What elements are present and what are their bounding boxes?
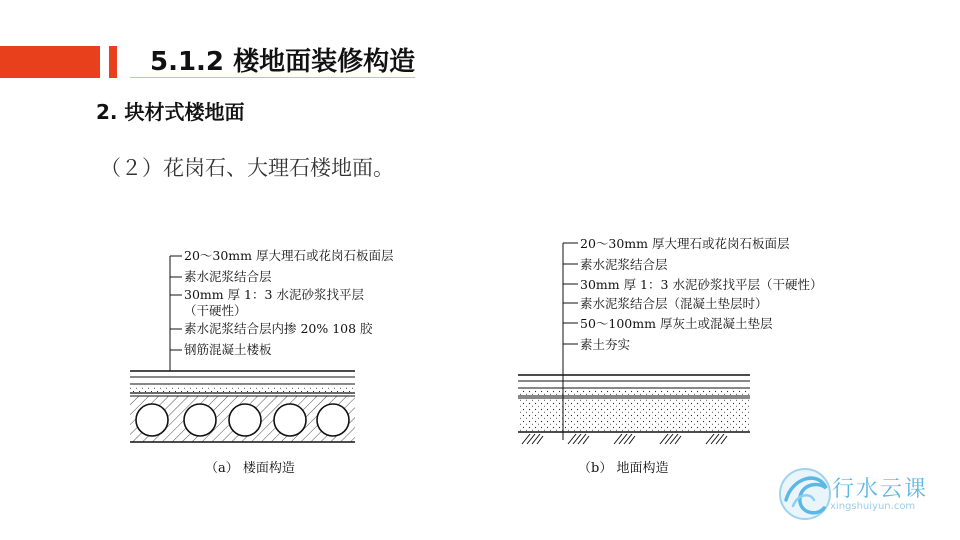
ground-section-b [518,243,750,444]
label-b-5: 50～100mm 厚灰土或混凝土垫层 [580,316,773,331]
label-a-2: 素水泥浆结合层 [184,269,272,284]
label-b-6: 素土夯实 [580,337,631,352]
label-b-4: 素水泥浆结合层（混凝土垫层时） [580,296,768,311]
page-title: 5.1.2 楼地面装修构造 [150,47,416,77]
label-b-2: 素水泥浆结合层 [580,257,668,272]
label-a-3: 30mm 厚 1：3 水泥砂浆找平层 [184,287,364,302]
label-b-3: 30mm 厚 1：3 水泥砂浆找平层（干硬性） [580,277,823,292]
label-a-6: 钢筋混凝土楼板 [184,342,272,357]
logo-url: xingshuiyun.com [830,501,916,512]
caption-a: （a） 楼面构造 [205,461,295,476]
logo-name: 行水云课 [832,477,929,502]
label-b-1: 20～30mm 厚大理石或花岗石板面层 [580,236,790,251]
label-a-1: 20～30mm 厚大理石或花岗石板面层 [184,248,394,263]
label-a-4: （干硬性） [184,303,247,318]
list-item: （２）花岗石、大理石楼地面。 [100,156,394,180]
section-subtitle: 2. 块材式楼地面 [96,100,245,124]
caption-b: （b） 地面构造 [578,461,669,476]
floor-section-a [130,256,355,442]
label-a-5: 素水泥浆结合层内掺 20% 108 胶 [184,321,373,336]
wave-logo-icon [780,469,830,519]
